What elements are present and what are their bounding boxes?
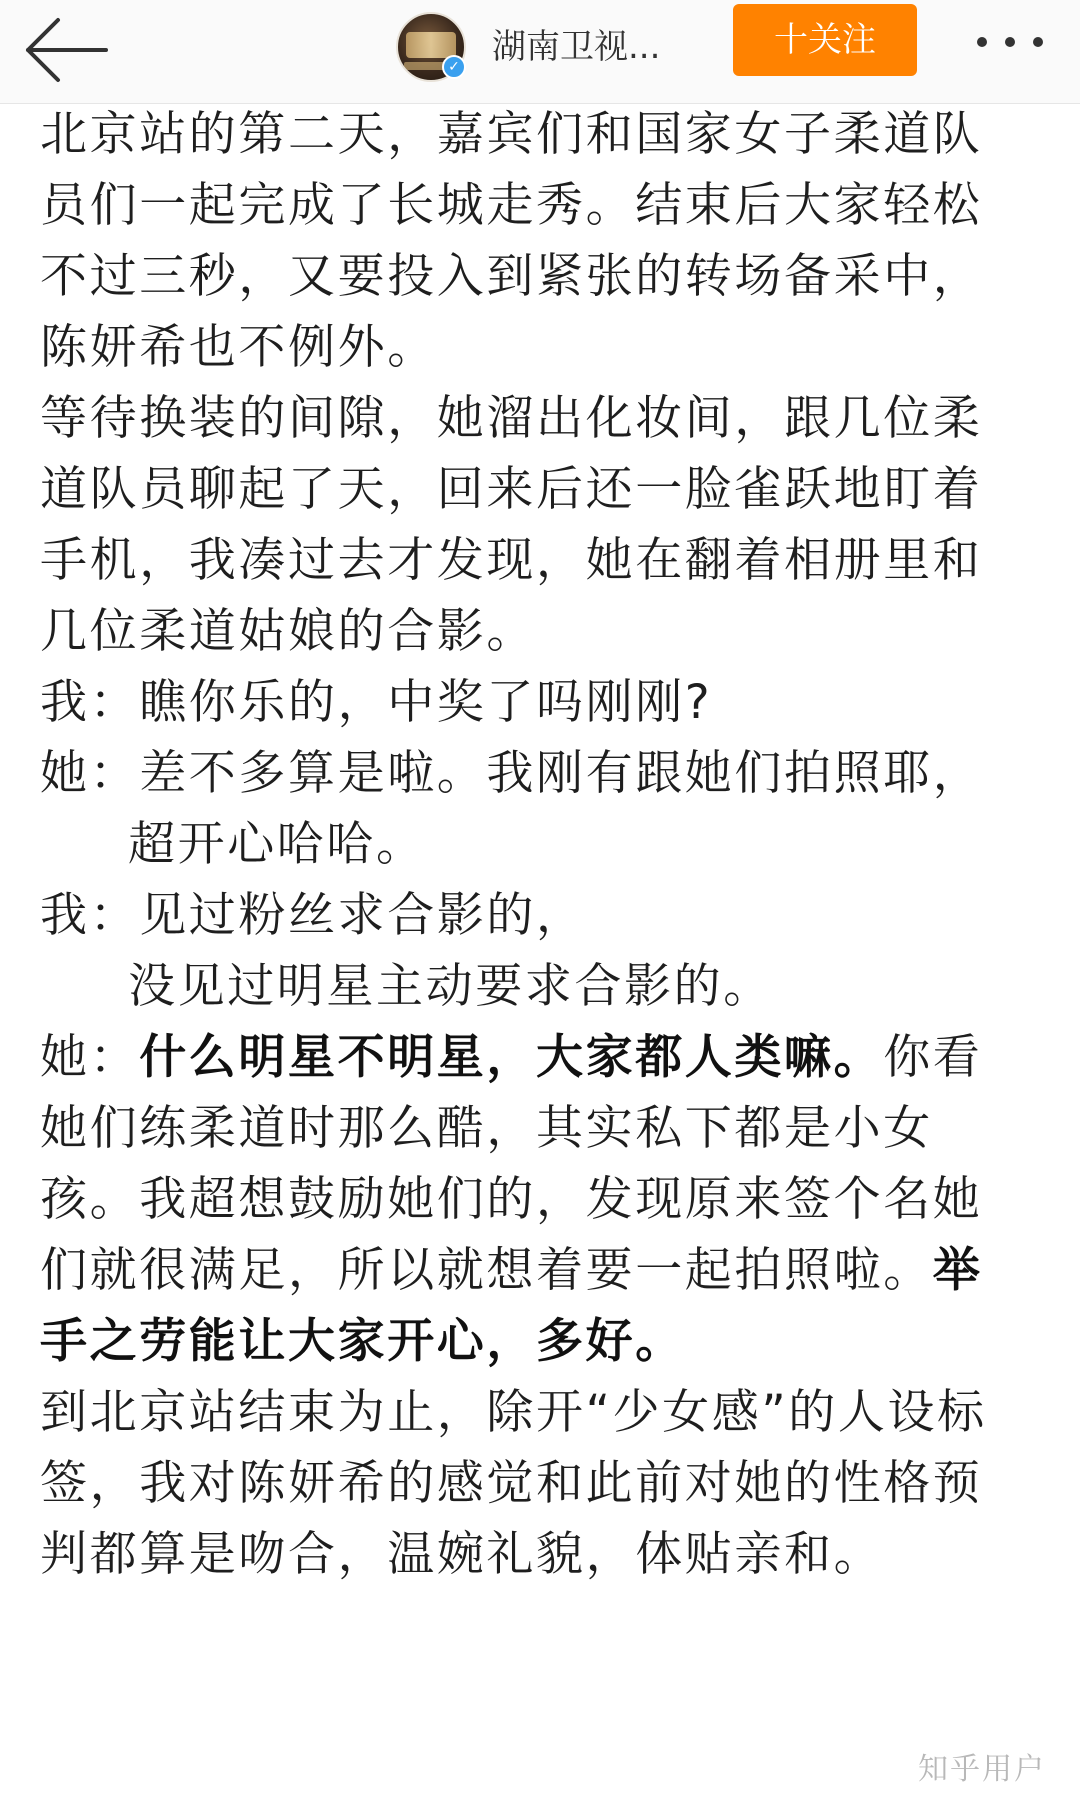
verified-check-icon: ✓ (442, 55, 466, 79)
watermark: 知乎用户 (918, 1752, 1046, 1787)
article-line: 几位柔道姑娘的合影。 (40, 604, 536, 659)
account-name[interactable]: 湖南卫视... (492, 27, 661, 67)
article-line: 她们练柔道时那么酷，其实私下都是小女 (40, 1101, 933, 1156)
article-line: 不过三秒，又要投入到紧张的转场备采中， (40, 249, 983, 304)
line-text: 们就很满足，所以就想着要一起拍照啦。 (40, 1243, 933, 1298)
dialogue-line: 我：见过粉丝求合影的， (40, 888, 586, 943)
dialogue-line: 我：瞧你乐的，中奖了吗刚刚? (40, 675, 713, 730)
article-line: 孩。我超想鼓励她们的，发现原来签个名她 (40, 1172, 983, 1227)
bold-line (40, 1311, 685, 1373)
article-line: 等待换装的间隙，她溜出化妆间，跟几位柔 (40, 391, 983, 446)
article-line (40, 1240, 982, 1302)
article-line: 手机，我凑过去才发现，她在翻着相册里和 (40, 533, 983, 588)
back-button[interactable] (22, 10, 112, 90)
speaker-label: 她： (40, 1030, 140, 1085)
article-line: 判都算是吻合，温婉礼貌，体贴亲和。 (40, 1527, 884, 1582)
article-line: 员们一起完成了长城走秀。结束后大家轻松 (40, 178, 983, 233)
dialogue-line: 她：差不多算是啦。我刚有跟她们拍照耶， (40, 746, 983, 801)
more-dots-icon (972, 22, 1052, 62)
arrow-left-icon (22, 10, 112, 90)
article-line: 北京站的第二天，嘉宾们和国家女子柔道队 (40, 107, 983, 162)
top-navigation-bar (0, 0, 1080, 104)
article-line: 道队员聊起了天，回来后还一脸雀跃地盯着 (40, 462, 983, 517)
more-options-button[interactable] (972, 22, 1052, 62)
bold-quote: 什么明星不明星，大家都人类嘛。 (139, 1030, 884, 1085)
article-line: 陈妍希也不例外。 (40, 320, 437, 375)
line-tail: 你看 (883, 1030, 983, 1085)
bold-quote: 手之劳能让大家开心，多好。 (40, 1314, 685, 1369)
dialogue-line (40, 1027, 982, 1089)
dialogue-continuation: 没见过明星主动要求合影的。 (128, 959, 773, 1014)
article-line: 到北京站结束为止，除开“少女感”的人设标 (40, 1385, 987, 1440)
bold-quote: 举 (932, 1243, 983, 1298)
article-line: 签，我对陈妍希的感觉和此前对她的性格预 (40, 1456, 983, 1511)
dialogue-continuation: 超开心哈哈。 (128, 817, 426, 872)
follow-button[interactable]: 十关注 (733, 4, 917, 76)
